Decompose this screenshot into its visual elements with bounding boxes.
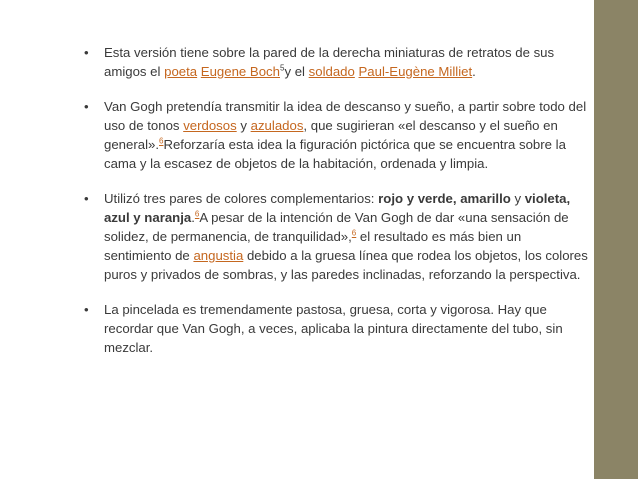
bullet-text: A pesar de la intención de Van Gogh de dar «una sensación de solidez, de permanencia, de tranquilidad», — [104, 210, 569, 244]
bullet-text: Utilizó tres pares de colores complementarios: — [104, 191, 379, 206]
slide-body — [84, 43, 590, 373]
link-poeta[interactable]: poeta — [164, 64, 198, 79]
bullet-icon: • — [84, 191, 89, 206]
bullet-text: y — [510, 191, 525, 206]
bullet-text: La pincelada es tremendamente pastosa, gruesa, corta y vigorosa. Hay que recordar que Van Gogh, a veces, aplicaba la pintura directamente del tubo, sin mezclar. — [104, 302, 563, 355]
bullet-icon: • — [84, 302, 89, 317]
bold-text: violeta, azul y naranja — [104, 191, 571, 225]
footnote-link[interactable]: 6 — [194, 209, 200, 219]
bullet-text: . — [472, 64, 476, 79]
link-azulados[interactable]: azulados — [250, 118, 304, 133]
bullet-text: el resultado es más bien un sentimiento de — [104, 229, 522, 263]
footnote-ref: 5 — [280, 63, 285, 73]
bullet-icon: • — [84, 45, 89, 60]
bullet-item-descanso — [84, 97, 590, 173]
footnote-link[interactable]: 6 — [159, 136, 164, 146]
bullet-text: Esta versión tiene sobre la pared de la derecha miniaturas de retratos de sus amigos el — [104, 45, 555, 79]
bullet-text: y el — [284, 64, 309, 79]
bullet-item-colores — [84, 189, 590, 284]
bullet-text: , que sugirieran «el descanso y el sueño en general». — [104, 118, 558, 152]
footnote-link[interactable]: 6 — [351, 228, 357, 238]
bold-text: rojo y verde, amarillo — [378, 191, 511, 206]
bullet-text: Van Gogh pretendía transmitir la idea de descanso y sueño, a partir sobre todo del uso de tonos — [104, 99, 587, 133]
link-angustia[interactable]: angustia — [193, 248, 244, 263]
bullet-icon: • — [84, 99, 89, 114]
bullet-list — [84, 43, 590, 357]
bullet-text: . — [191, 210, 195, 225]
bullet-text: y — [236, 118, 251, 133]
link-soldado[interactable]: soldado — [308, 64, 355, 79]
link-verdosos[interactable]: verdosos — [183, 118, 237, 133]
bullet-text: Reforzaría esta idea la figuración pictórica que se encuentra sobre la cama y la escasez de objetos de la habitación, ordenada y limpia. — [104, 137, 566, 171]
bullet-item-portraits — [84, 43, 590, 81]
bullet-text: debido a la gruesa línea que rodea los objetos, los colores puros y privados de sombras, y las paredes inclinadas, reforzando la perspectiva. — [104, 248, 588, 282]
decorative-sidebar — [594, 0, 638, 479]
bullet-item-pincelada — [84, 300, 590, 357]
link-eugene-boch[interactable]: Eugene Boch — [200, 64, 280, 79]
link-paul-eugene-milliet[interactable]: Paul-Eugène Milliet — [358, 64, 473, 79]
